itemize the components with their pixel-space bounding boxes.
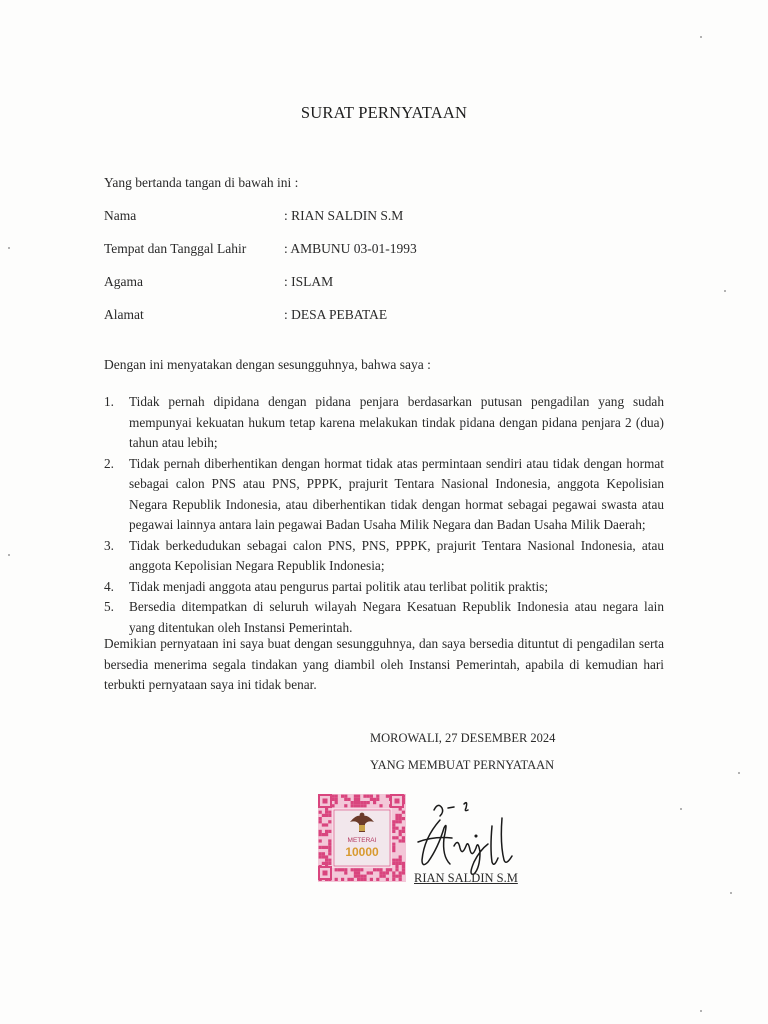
list-item-text: Bersedia ditempatkan di seluruh wilayah Negara Kesatuan Republik Indonesia atau negara lain yang ditentukan oleh Instansi Pemerintah. <box>129 599 664 635</box>
scan-speck <box>738 772 740 774</box>
field-value: : DESA PEBATAE <box>284 307 388 322</box>
list-item <box>104 392 664 454</box>
list-item-text: Tidak berkedudukan sebagai calon PNS, PNS, PPPK, prajurit Tentara Nasional Indonesia, atau anggota Kepolisian Negara Republik Indonesia; <box>129 537 664 573</box>
field-label: Agama <box>104 274 143 289</box>
scan-speck <box>8 554 10 556</box>
stamp-label: METERAI <box>347 837 377 844</box>
place-date: MOROWALI, 27 DESEMBER 2024 <box>370 731 556 745</box>
scan-speck <box>8 247 10 249</box>
list-item <box>104 536 664 577</box>
field-value: : ISLAM <box>284 274 334 289</box>
field-value: : RIAN SALDIN S.M <box>284 208 404 223</box>
list-item-number: 1. <box>104 394 114 409</box>
closing-paragraph: Demikian pernyataan ini saya buat dengan sesungguhnya, dan saya bersedia dituntut di pengadilan serta bersedia menerima segala tindakan yang diambil oleh Instansi Pemerintah, apabila di kemudian hari terbukti pernyataan saya ini tidak benar. <box>104 636 664 692</box>
statement-text: Dengan ini menyatakan dengan sesungguhnya, bahwa saya : <box>104 357 431 372</box>
field-label: Tempat dan Tanggal Lahir <box>104 241 247 256</box>
scan-speck <box>700 36 702 38</box>
document-title: SURAT PERNYATAAN <box>300 103 468 122</box>
intro-text: Yang bertanda tangan di bawah ini : <box>104 175 299 190</box>
scan-speck <box>680 808 682 810</box>
field-label: Nama <box>104 208 137 223</box>
list-item-text: Tidak pernah dipidana dengan pidana penjara berdasarkan putusan pengadilan yang sudah mempunyai kekuatan hukum tetap karena melakukan tindak pidana dengan pidana penjara 2 (dua) tahun atau lebih; <box>129 394 664 450</box>
meterai-stamp-icon <box>318 794 406 882</box>
list-item-number: 2. <box>104 455 114 471</box>
stamp-value: 10000 <box>345 845 379 859</box>
list-item-text: Tidak pernah diberhentikan dengan hormat tidak atas permintaan sendiri atau tidak dengan hormat sebagai calon PNS atau PNS, PPPK, prajurit Tentara Nasional Indonesia, anggota Kepolisian Negara Republik Indonesia, atau diberhentikan tidak dengan hormat sebagai pegawai swasta atau pegawai lainnya antara lain pegawai Badan Usaha Milik Negara dan Badan Usaha Milik Daerah; <box>129 455 664 532</box>
signature-icon <box>404 798 534 878</box>
scan-speck <box>730 892 732 894</box>
list-item <box>104 577 664 598</box>
signer-name: RIAN SALDIN S.M <box>414 871 518 885</box>
maker-label: YANG MEMBUAT PERNYATAAN <box>370 758 555 772</box>
list-item-number: 4. <box>104 578 114 594</box>
scan-speck <box>700 1010 702 1012</box>
field-label: Alamat <box>104 307 144 322</box>
list-item <box>104 454 664 536</box>
statement-list <box>104 392 664 638</box>
scan-speck <box>724 290 726 292</box>
list-item <box>104 597 664 638</box>
list-item-text: Tidak menjadi anggota atau pengurus partai politik atau terlibat politik praktis; <box>129 578 549 594</box>
field-value: : AMBUNU 03-01-1993 <box>284 241 417 256</box>
list-item-number: 5. <box>104 599 114 614</box>
list-item-number: 3. <box>104 537 114 553</box>
